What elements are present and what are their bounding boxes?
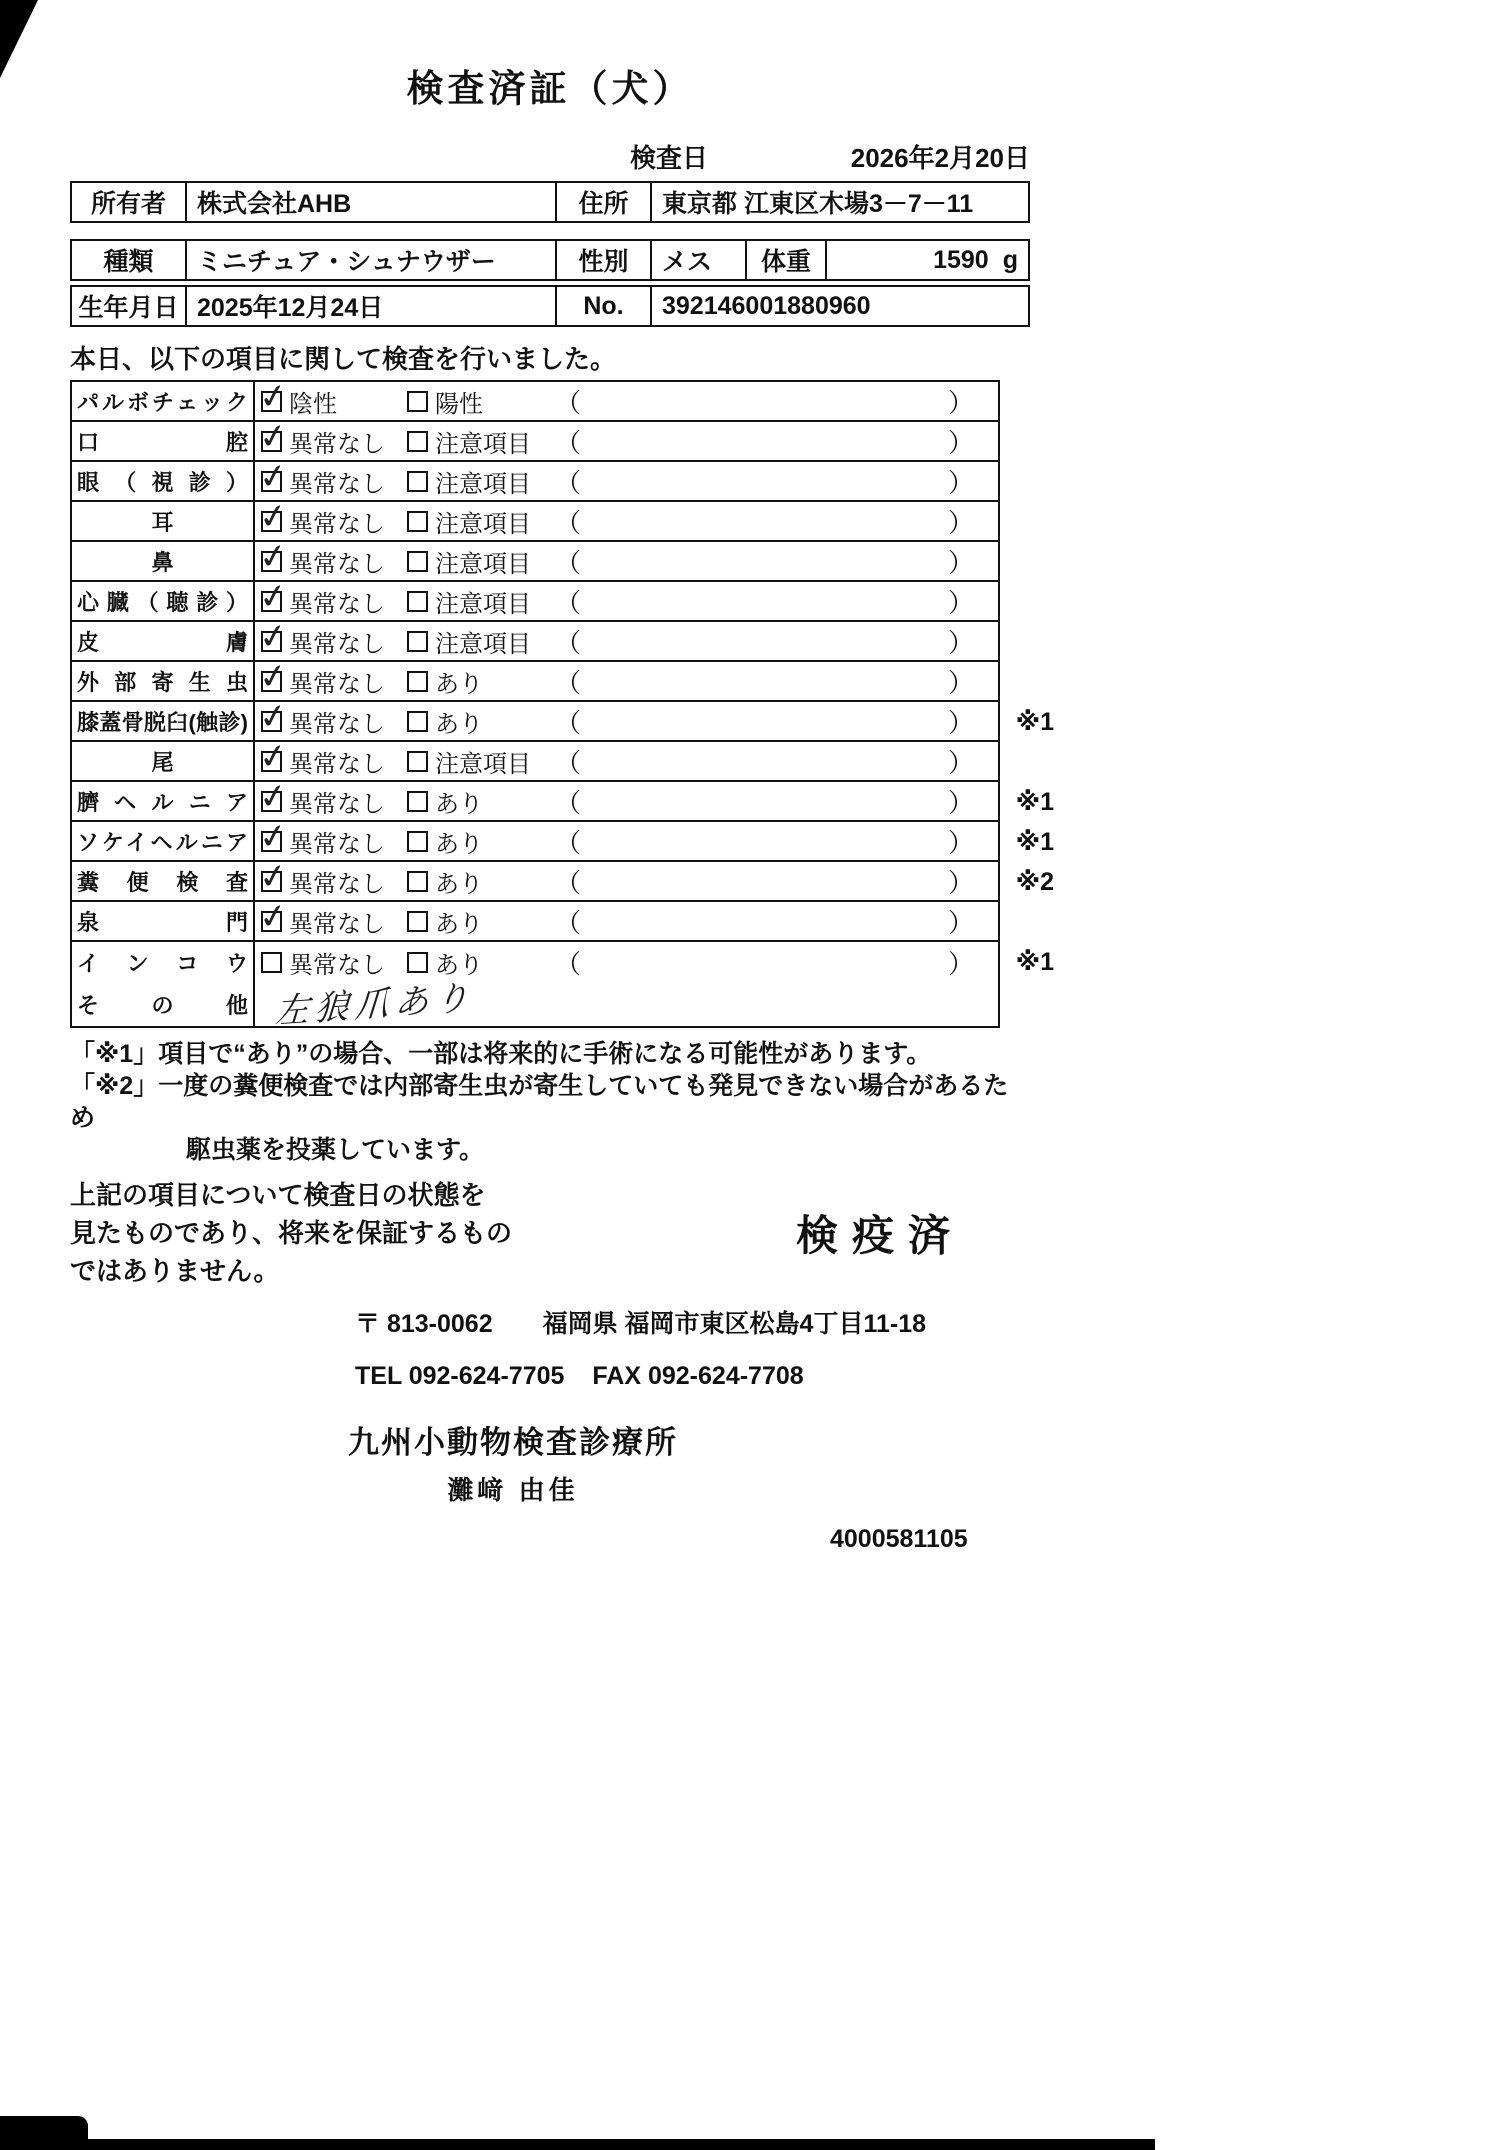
clinic-fax: FAX 092-624-7708: [592, 1362, 804, 1390]
result-ok-option: [256, 455, 407, 499]
footnote-mark: ※1: [1015, 708, 1054, 736]
inspection-row-content: [255, 695, 998, 740]
check-mark: ✓: [256, 575, 291, 618]
paren-close: ）: [947, 707, 974, 738]
paren-open: （: [555, 587, 582, 618]
result-ng-option: [407, 904, 553, 939]
clinic-postal: 〒 813-0062: [355, 1310, 493, 1338]
checkbox-ng: [407, 591, 428, 612]
checkbox-ng: [407, 831, 428, 852]
inspection-item-label: 皮膚: [77, 629, 248, 655]
inspection-row-content: [255, 615, 998, 660]
page-title: 検査済証（犬）: [406, 68, 694, 109]
result-ng-option: [407, 824, 553, 859]
inspection-item-label-cell: [72, 782, 255, 820]
paren-open: （: [555, 427, 582, 458]
inspection-row: [72, 495, 998, 542]
inspection-item-label-cell: [72, 902, 255, 940]
checkbox-ng: [407, 551, 428, 572]
birthdate-label: 生年月日: [72, 287, 187, 325]
inspection-rows: [72, 375, 1054, 982]
clinic-block: [348, 1417, 678, 1507]
clinic-name: 九州小動物検査診療所: [348, 1425, 678, 1460]
result-ok-option: [256, 855, 407, 899]
result-ok-option: [256, 695, 407, 739]
checkbox-ng: [407, 511, 428, 532]
other-item-label-cell: [72, 982, 255, 1026]
footnotes: [70, 1038, 1030, 1166]
inspection-date-value: 2026年2月20日: [850, 143, 1030, 173]
checkbox-ok: [256, 535, 291, 578]
paren-close: ）: [947, 747, 974, 778]
check-mark: ✓: [256, 855, 291, 898]
inspection-row: [72, 615, 998, 662]
ok-label: 異常なし: [289, 550, 385, 578]
footnote-1: 「※1」項目で“あり”の場合、一部は将来的に手術になる可能性があります。: [70, 1040, 932, 1068]
check-mark: ✓: [256, 655, 291, 698]
ng-label: 注意項目: [435, 470, 531, 498]
breed-value: ミニチュア・シュナウザー: [187, 241, 557, 279]
inspection-row: [72, 735, 998, 782]
other-item-label: その他: [77, 992, 248, 1018]
inspection-item-label-cell: [72, 502, 255, 540]
inspection-row: [72, 375, 998, 422]
inspection-row-content: [255, 815, 998, 860]
birthdate-value: 2025年12月24日: [187, 287, 557, 325]
paren-open: （: [555, 948, 582, 979]
inspection-date-row: [70, 138, 1030, 175]
weight-unit: g: [1002, 245, 1018, 274]
inspection-row: [72, 815, 1054, 862]
veterinarian-name: 灘﨑 由佳: [447, 1475, 579, 1505]
inspection-row-content: [255, 495, 998, 540]
check-mark: ✓: [256, 415, 291, 458]
sex-value: メス: [652, 241, 747, 279]
inspection-row: [72, 942, 1054, 982]
check-mark: ✓: [256, 455, 291, 498]
result-ng-option: [407, 624, 553, 659]
paren-open: （: [555, 627, 582, 658]
checkbox-ng: [407, 911, 428, 932]
ng-label: 注意項目: [435, 550, 531, 578]
checkbox-ok: [256, 495, 291, 538]
ng-label: あり: [435, 870, 483, 898]
scan-artifact-corner: [0, 0, 38, 78]
inspection-row-content: [255, 735, 998, 780]
paren-open: （: [555, 827, 582, 858]
checkbox-ok: [256, 615, 291, 658]
paren-close: ）: [947, 507, 974, 538]
ok-label: 異常なし: [289, 750, 385, 778]
inspection-item-label: 糞便検査: [77, 869, 248, 895]
checkbox-ok: [256, 455, 291, 498]
result-ng-option: [407, 784, 553, 819]
inspection-row: [72, 895, 998, 942]
result-ok-option: [256, 655, 407, 699]
inspection-item-label-cell: [72, 462, 255, 500]
result-ng-option: [407, 504, 553, 539]
weight-value: 1590: [933, 245, 989, 274]
inspection-item-label-cell: [72, 862, 255, 900]
check-mark: ✓: [256, 535, 291, 578]
inspection-item-label: 口腔: [77, 429, 248, 455]
ng-label: 注意項目: [435, 630, 531, 658]
checkbox-ok: [256, 695, 291, 738]
check-mark: ✓: [256, 735, 291, 778]
result-ok-option: [256, 575, 407, 619]
scan-artifact-bottom-strip: [0, 2139, 1155, 2150]
footnote-mark: ※1: [1015, 788, 1054, 816]
checkbox-ng: [407, 471, 428, 492]
ok-label: 異常なし: [289, 910, 385, 938]
paren-open: （: [555, 387, 582, 418]
breed-label: 種類: [72, 241, 187, 279]
ng-label: 注意項目: [435, 750, 531, 778]
inspection-item-label-cell: [72, 702, 255, 740]
inspection-row-content: [255, 375, 998, 420]
ok-label: 異常なし: [289, 430, 385, 458]
inspection-row: [72, 855, 1054, 902]
inspection-item-label: インコウ: [77, 950, 248, 976]
inspection-item-label-cell: [72, 622, 255, 660]
ng-label: 注意項目: [435, 590, 531, 618]
clinic-address-line: [355, 1304, 1030, 1340]
ok-label: 異常なし: [289, 870, 385, 898]
paren-close: ）: [947, 867, 974, 898]
paren-close: ）: [947, 948, 974, 979]
footnote-mark: ※1: [1015, 948, 1054, 976]
check-mark: ✓: [256, 375, 291, 418]
inspection-item-label-cell: [72, 422, 255, 460]
paren-open: （: [555, 547, 582, 578]
inspection-item-label: 外部寄生虫: [77, 669, 248, 695]
inspection-row: [72, 695, 1054, 742]
inspection-item-label-cell: [72, 942, 255, 982]
owner-name: 株式会社AHB: [187, 183, 557, 221]
ng-label: あり: [435, 710, 483, 738]
result-ok-option: [256, 775, 407, 819]
paren-close: ）: [947, 787, 974, 818]
sex-label: 性別: [557, 241, 652, 279]
paren-open: （: [555, 467, 582, 498]
checkbox-ng: [407, 631, 428, 652]
ok-label: 異常なし: [289, 630, 385, 658]
owner-address-label: 住所: [557, 183, 652, 221]
inspection-row-content: [255, 575, 998, 620]
result-ok-option: [256, 615, 407, 659]
paren-close: ）: [947, 387, 974, 418]
checkbox-ng: [407, 391, 428, 412]
result-ng-option: [407, 384, 553, 419]
check-mark: ✓: [256, 695, 291, 738]
inspection-item-label: 尾: [151, 749, 174, 775]
inspection-date-label: 検査日: [630, 143, 709, 173]
disclaimer-line2: 見たものであり、将来を保証するもの: [70, 1218, 513, 1248]
disclaimer-text: [70, 1176, 540, 1290]
checkbox-ok: [256, 895, 291, 938]
inspection-item-label: 泉門: [77, 909, 248, 935]
inspection-item-label: 耳: [151, 509, 174, 535]
result-ng-option: [407, 424, 553, 459]
checkbox-ok: [261, 952, 282, 973]
ng-label: 注意項目: [435, 510, 531, 538]
ok-label: 異常なし: [289, 710, 385, 738]
check-mark: ✓: [256, 775, 291, 818]
inspection-item-label: 臍ヘルニア: [77, 789, 248, 815]
other-row-content: [255, 978, 998, 1031]
paren-close: ）: [947, 587, 974, 618]
checkbox-ng: [407, 431, 428, 452]
inspection-row-content: [255, 535, 998, 580]
result-ok-option: [256, 815, 407, 859]
inspection-item-label: 眼（視診）: [77, 469, 248, 495]
disclaimer-line3: ではありません。: [70, 1256, 280, 1286]
pet-table-row2: [70, 285, 1030, 327]
result-ok-option: [256, 415, 407, 459]
paren-open: （: [555, 707, 582, 738]
ok-label: 異常なし: [289, 790, 385, 818]
inspection-row: [72, 535, 998, 582]
checkbox-ng: [407, 671, 428, 692]
inspection-item-label: 鼻: [151, 549, 174, 575]
checkbox-ok: [256, 855, 291, 898]
quarantine-stamp: 検疫済: [795, 1212, 964, 1259]
paren-open: （: [555, 667, 582, 698]
paren-close: ）: [947, 547, 974, 578]
inspection-row-content: [255, 655, 998, 700]
result-ok-option: [261, 945, 407, 980]
inspection-item-label-cell: [72, 382, 255, 420]
inspection-row-content: [255, 895, 998, 940]
ok-label: 異常なし: [289, 670, 385, 698]
paren-close: ）: [947, 627, 974, 658]
ng-label: あり: [435, 790, 483, 818]
checkbox-ng: [407, 711, 428, 732]
clinic-address: 福岡県 福岡市東区松島4丁目11-18: [542, 1310, 927, 1338]
checkbox-ok: [256, 415, 291, 458]
checkbox-ok: [256, 575, 291, 618]
inspection-row-content: [255, 455, 998, 500]
ng-label: あり: [435, 951, 483, 979]
checkbox-ng: [407, 952, 428, 973]
clinic-tel: TEL 092-624-7705: [355, 1362, 565, 1390]
inspection-table: [70, 375, 1054, 1031]
checkbox-ok: [256, 375, 291, 418]
checkbox-ok: [256, 775, 291, 818]
inspection-row-content: [255, 855, 998, 900]
result-ok-option: [256, 895, 407, 939]
inspection-item-label: 膝蓋骨脱臼(触診): [77, 709, 248, 735]
paren-close: ）: [947, 667, 974, 698]
paren-open: （: [555, 747, 582, 778]
result-ok-option: [256, 735, 407, 779]
inspection-row-content: [255, 942, 998, 982]
inspection-row: [72, 415, 998, 462]
certificate-content: [70, 58, 1054, 1554]
footnote-mark: ※2: [1015, 868, 1054, 896]
ng-label: 陽性: [435, 390, 483, 418]
inspection-row: [72, 775, 1054, 822]
paren-close: ）: [947, 907, 974, 938]
result-ok-option: [256, 495, 407, 539]
checkbox-ng: [407, 791, 428, 812]
result-ok-option: [256, 375, 407, 419]
ok-label: 陰性: [289, 390, 337, 418]
clinic-tel-line: [355, 1362, 1030, 1391]
owner-label: 所有者: [72, 183, 187, 221]
number-label: No.: [557, 287, 652, 325]
footnote-2: 「※2」一度の糞便検査では内部寄生虫が寄生していても発見できない場合があるため: [70, 1072, 1009, 1132]
disclaimer-line1: 上記の項目について検査日の状態を: [70, 1180, 486, 1210]
inspection-item-label-cell: [72, 582, 255, 620]
check-mark: ✓: [256, 495, 291, 538]
disclaimer-row: [70, 1176, 1030, 1290]
intro-text: 本日、以下の項目に関して検査を行いました。: [70, 344, 617, 374]
ok-label: 異常なし: [289, 951, 385, 979]
owner-address: 東京都 江東区木場3－7－11: [662, 190, 974, 218]
result-ng-option: [407, 544, 553, 579]
paren-open: （: [555, 867, 582, 898]
checkbox-ok: [256, 815, 291, 858]
inspection-item-label: ソケイヘルニア: [77, 829, 248, 855]
inspection-row-other: [72, 978, 998, 1031]
weight-cell: [827, 241, 1028, 279]
paren-close: ）: [947, 827, 974, 858]
ng-label: あり: [435, 830, 483, 858]
inspection-item-label-cell: [72, 662, 255, 700]
inspection-item-label-cell: [72, 542, 255, 580]
inspection-row: [72, 575, 998, 622]
ng-label: あり: [435, 910, 483, 938]
number-value: 392146001880960: [662, 291, 871, 320]
checkbox-ng: [407, 871, 428, 892]
inspection-table-wrap: [70, 375, 1054, 1031]
ok-label: 異常なし: [289, 590, 385, 618]
result-ng-option: [407, 664, 553, 699]
paren-open: （: [555, 907, 582, 938]
ng-label: 注意項目: [435, 430, 531, 458]
checkbox-ng: [407, 751, 428, 772]
inspection-item-label: 心臓（聴診）: [77, 589, 248, 615]
inspection-item-label-cell: [72, 822, 255, 860]
inspection-row-content: [255, 415, 998, 460]
ng-label: あり: [435, 670, 483, 698]
owner-table: [70, 181, 1030, 223]
checkbox-ok: [256, 735, 291, 778]
inspection-item-label: パルボチェック: [77, 389, 248, 415]
handwritten-note: 左狼爪あり: [273, 978, 476, 1031]
footnote-mark: ※1: [1015, 828, 1054, 856]
footnote-2-continued: 駆虫薬を投薬しています。: [186, 1136, 485, 1164]
result-ng-option: [407, 464, 553, 499]
weight-label: 体重: [747, 241, 827, 279]
result-ng-option: [407, 744, 553, 779]
check-mark: ✓: [256, 895, 291, 938]
checkbox-ok: [256, 655, 291, 698]
serial-number: 4000581105: [830, 1525, 968, 1553]
result-ng-option: [407, 584, 553, 619]
paren-open: （: [555, 787, 582, 818]
paren-close: ）: [947, 427, 974, 458]
ok-label: 異常なし: [289, 470, 385, 498]
result-ng-option: [407, 864, 553, 899]
ok-label: 異常なし: [289, 510, 385, 538]
ok-label: 異常なし: [289, 830, 385, 858]
check-mark: ✓: [256, 815, 291, 858]
inspection-row: [72, 455, 998, 502]
check-mark: ✓: [256, 615, 291, 658]
inspection-item-label-cell: [72, 742, 255, 780]
inspection-row: [72, 655, 998, 702]
paren-close: ）: [947, 467, 974, 498]
pet-table-row1: [70, 239, 1030, 281]
result-ok-option: [256, 535, 407, 579]
result-ng-option: [407, 704, 553, 739]
paren-open: （: [555, 507, 582, 538]
inspection-row-content: [255, 775, 998, 820]
